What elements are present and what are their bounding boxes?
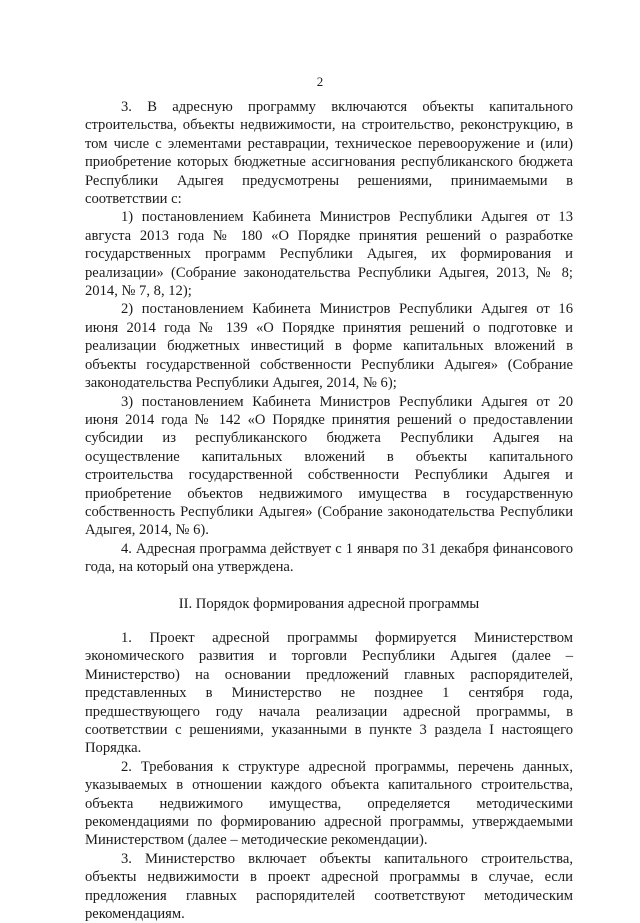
paragraph-subclause-1: 1) постановлением Кабинета Министров Республики Адыгея от 13 августа 2013 года № 180 «О Порядке принятия решений о разработке государственных программ Республики Адыгея, их формирования и реализации» (Собрание законодательства Республики Адыгея, 2013, № 8; 2014, № 7, 8, 12); xyxy=(85,209,573,300)
paragraph-section2-clause-1: 1. Проект адресной программы формируется Министерством экономического развития и торговли Республики Адыгея (далее – Министерство) на основании предложений главных распорядителей, представленных в Министерство не позднее 1 сентября года, предшествующего году начала реализации адресной программы, в соответствии с решениями, указанными в пункте 3 раздела I настоящего Порядка. xyxy=(85,629,573,757)
paragraph-clause-3: 3. В адресную программу включаются объекты капитального строительства, объекты недвижимости, на строительство, реконструкцию, в том числе с элементами реставрации, техническое перевооружение и (или) приобретение которых бюджетные ассигнования республиканского бюджета Республики Адыгея предусмотрены решениями, принимаемыми в соответствии с: xyxy=(85,99,573,208)
paragraph-subclause-3: 3) постановлением Кабинета Министров Республики Адыгея от 20 июня 2014 года № 142 «О Порядке принятия решений о предоставлении субсидии из республиканского бюджета Республики Адыгея на осуществление капитальных вложений в объекты капитального строительства государственной собственности Республики Адыгея и приобретение объектов недвижимого имущества в государственную собственность Республики Адыгея» (Собрание законодательства Республики Адыгея, 2014, № 6). xyxy=(85,393,573,539)
section-heading: II. Порядок формирования адресной программы xyxy=(178,595,480,612)
paragraph-section2-clause-3: 3. Министерство включает объекты капитального строительства, объекты недвижимости в проект адресной программы в случае, если предложения главных распорядителей соответствуют методическим рекомендациям. xyxy=(85,850,573,923)
paragraph-section2-clause-2: 2. Требования к структуре адресной программы, перечень данных, указываемых в отношении каждого объекта капитального строительства, объекта недвижимого имущества, определяется методическими рекомендациями по формированию адресной программы, утверждаемыми Министерством (далее – методические рекомендации). xyxy=(85,758,573,849)
paragraph-subclause-2: 2) постановлением Кабинета Министров Республики Адыгея от 16 июня 2014 года № 139 «О Порядке принятия решений о подготовке и реализации бюджетных инвестиций в форме капитальных вложений в объекты государственной собственности Республики Адыгея» (Собрание законодательства Республики Адыгея, 2014, № 6); xyxy=(85,301,573,392)
page-number: 2 xyxy=(316,74,324,89)
document-body xyxy=(85,98,573,923)
paragraph-clause-4: 4. Адресная программа действует с 1 января по 31 декабря финансового года, на который она утверждена. xyxy=(85,540,573,576)
